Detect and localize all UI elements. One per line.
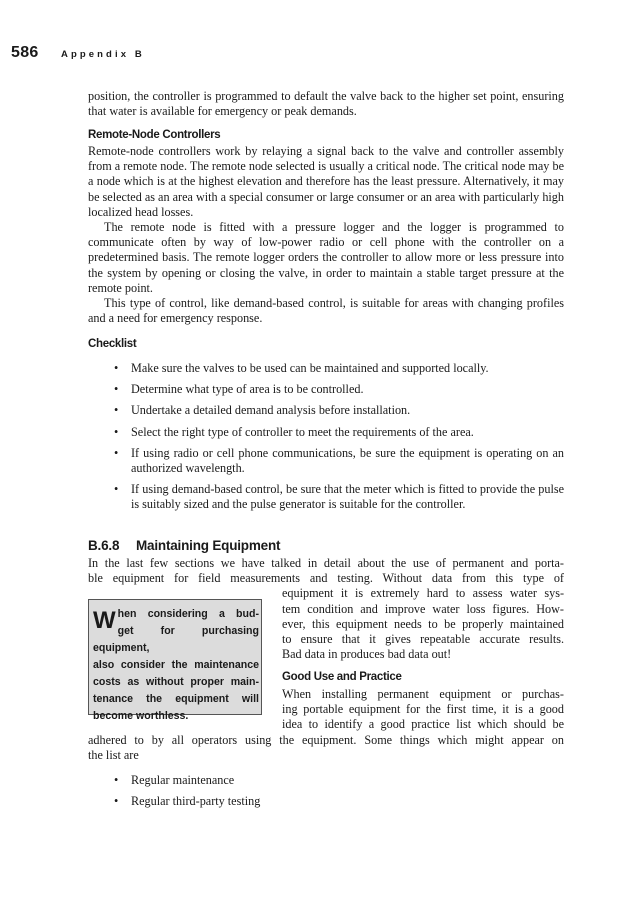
text-line: equipment it is extremely hard to assess water sys- <box>282 586 564 601</box>
checklist-item: • Select the right type of controller to meet the requirements of the area. <box>88 425 564 440</box>
checklist-item: • Make sure the valves to be used can be maintained and supported locally. <box>88 361 564 376</box>
text-line: idea to identify a good practice list which should be <box>282 717 564 732</box>
text-line: to ensure that it gives repeatable accurate results. <box>282 632 564 647</box>
remote-node-body <box>88 144 564 326</box>
section-title: Maintaining Equipment <box>136 538 281 553</box>
text-line: ing portable equipment for the first time, it is a good <box>282 702 564 717</box>
running-head <box>11 44 145 62</box>
text-line: the list are <box>88 747 139 762</box>
good-use-heading: Good Use and Practice <box>282 671 402 683</box>
sidebar-line: become worthless. <box>93 710 189 722</box>
section-label: Appendix B <box>61 49 145 60</box>
page-number: 586 <box>11 44 39 61</box>
good-use-list <box>88 773 564 809</box>
intro-text: position, the controller is programmed to default the valve back to the higher set point, ensuring that water is available for emergency or peak demands. <box>88 89 564 119</box>
remote-node-paragraph: The remote node is fitted with a pressure logger and the logger is programmed to communicate often by way of low-power radio or cell phone with the controller on a predetermined basis. The remote logger orders the controller to allow more or less pressure into the system by opening or closing the valve, in order to maintain a stable target pressure at the remote point. <box>88 220 564 295</box>
text-line: ble equipment for field measurements and testing. Without data from this type of <box>88 571 564 586</box>
checklist-heading: Checklist <box>88 338 137 350</box>
section-number: B.6.8 <box>88 538 120 553</box>
remote-node-paragraph: This type of control, like demand-based control, is suitable for areas with changing profiles and a need for emergency response. <box>88 296 564 326</box>
sidebar-line: also consider the maintenance <box>93 659 259 671</box>
text-line: When installing permanent equipment or purchas- <box>282 687 564 701</box>
sidebar-line: tenance the equipment will <box>93 693 259 705</box>
good-use-paragraph <box>88 687 564 763</box>
remote-node-paragraph: Remote-node controllers work by relaying a signal back to the valve and controller assembly from a remote node. The remote node selected is usually a critical node. The critical node may be a node which is at the highest elevation and therefore has the least pressure. Alternatively, it may be selected as an area with a special consumer or large consumer or an area with particularly high localized head losses. <box>88 144 564 219</box>
checklist-item: • If using radio or cell phone communications, be sure the equipment is operating on an authorized wavelength. <box>88 446 564 476</box>
text-line: ever, this equipment needs to be properly maintained <box>282 616 564 631</box>
remote-node-heading: Remote-Node Controllers <box>88 129 221 141</box>
checklist-item: • Determine what type of area is to be controlled. <box>88 382 564 397</box>
text-line: tem condition and improve water loss figures. How- <box>282 601 564 616</box>
checklist-item: • Undertake a detailed demand analysis before installation. <box>88 403 564 418</box>
checklist <box>88 361 564 513</box>
section-heading <box>88 538 280 553</box>
drop-cap: W <box>93 607 116 634</box>
checklist-item: • If using demand-based control, be sure that the meter which is fitted to provide the pulse is suitably sized and the pulse generator is suitable for the controller. <box>88 482 564 512</box>
text-line: Bad data in produces bad data out! <box>282 647 452 662</box>
text-line: adhered to by all operators using the equipment. Some things which might appear on <box>88 732 564 747</box>
sidebar-line: hen considering a bud- <box>117 608 259 620</box>
list-item: • Regular maintenance <box>88 773 564 788</box>
text-line: In the last few sections we have talked in detail about the use of permanent and porta- <box>88 556 564 570</box>
sidebar-line: costs as without proper main- <box>93 676 259 688</box>
sidebar-line: get for purchasing equipment, <box>93 625 259 654</box>
list-item: • Regular third-party testing <box>88 794 564 809</box>
intro-paragraph <box>88 89 564 119</box>
